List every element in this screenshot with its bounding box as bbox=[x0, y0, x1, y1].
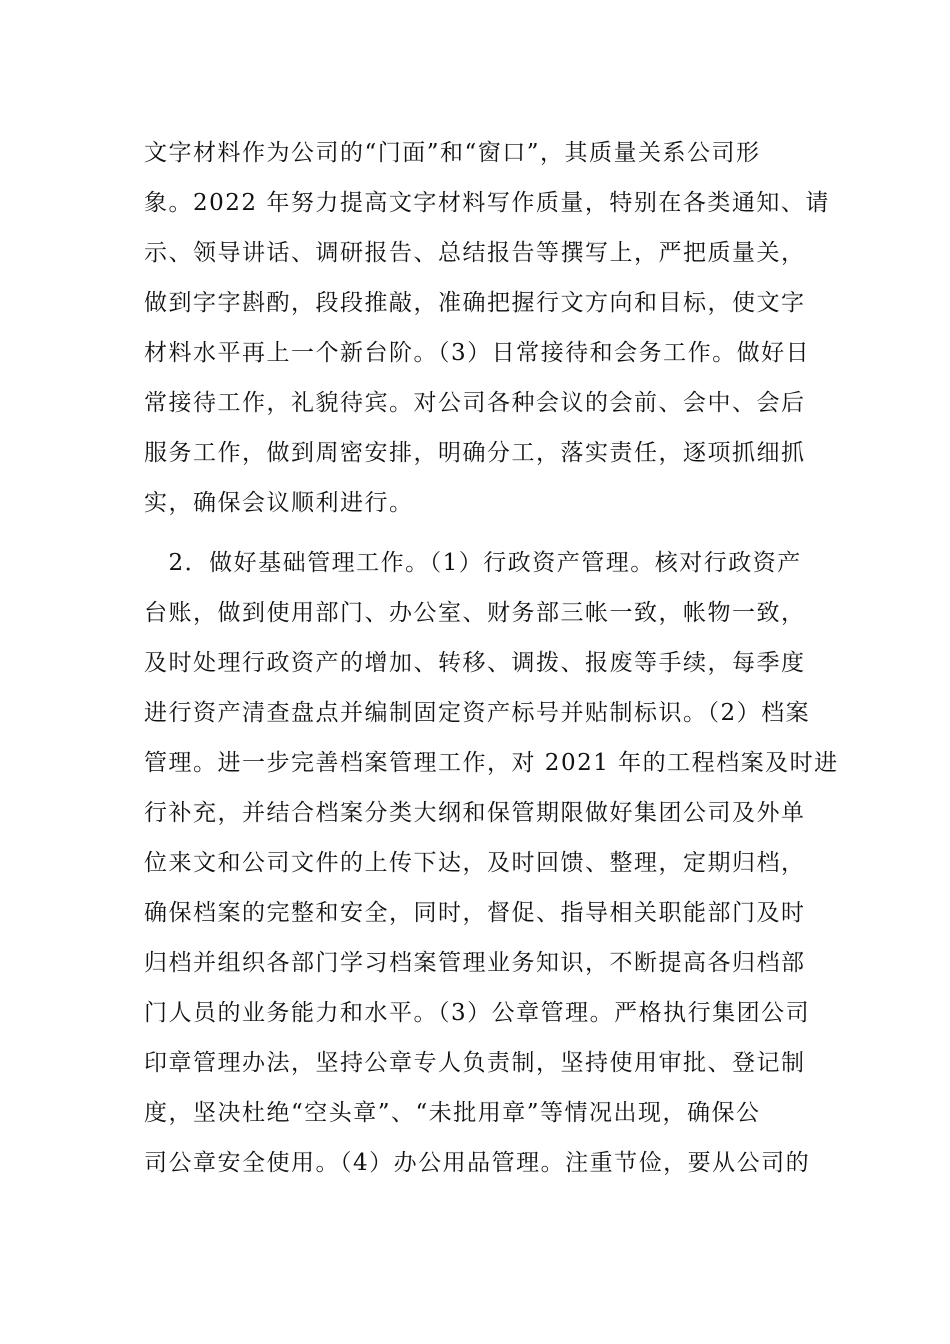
paragraph-line: 确保档案的完整和安全，同时，督促、指导相关职能部门及时 bbox=[144, 900, 806, 926]
paragraph-line: 常接待工作，礼貌待宾。对公司各种会议的会前、会中、会后 bbox=[144, 390, 806, 416]
paragraph-line: 归档并组织各部门学习档案管理业务知识，不断提高各归档部 bbox=[144, 950, 806, 976]
paragraph-line: 及时处理行政资产的增加、转移、调拨、报废等手续，每季度 bbox=[144, 650, 806, 676]
paragraph-line: 2．做好基础管理工作。（1）行政资产管理。核对行政资产 bbox=[144, 550, 802, 576]
paragraph-line: 印章管理办法，坚持公章专人负责制，坚持使用审批、登记制 bbox=[144, 1050, 806, 1076]
paragraph-line: 管理。进一步完善档案管理工作，对 2021 年的工程档案及时进 bbox=[144, 750, 839, 776]
paragraph-line: 司公章安全使用。（4）办公用品管理。注重节俭，要从公司的 bbox=[144, 1150, 811, 1176]
paragraph-line: 门人员的业务能力和水平。（3）公章管理。严格执行集团公司 bbox=[144, 1000, 811, 1026]
paragraph-line: 服务工作，做到周密安排，明确分工，落实责任，逐项抓细抓 bbox=[144, 440, 806, 466]
paragraph-line: 位来文和公司文件的上传下达，及时回馈、整理，定期归档， bbox=[144, 850, 806, 876]
paragraph-line: 材料水平再上一个新台阶。（3）日常接待和会务工作。做好日 bbox=[144, 340, 811, 366]
paragraph-line: 象。2022 年努力提高文字材料写作质量，特别在各类通知、请 bbox=[144, 190, 830, 216]
paragraph-line: 实，确保会议顺利进行。 bbox=[144, 490, 414, 516]
paragraph-line: 示、领导讲话、调研报告、总结报告等撰写上，严把质量关， bbox=[144, 240, 806, 266]
paragraph-2 bbox=[144, 538, 839, 1188]
paragraph-line: 台账，做到使用部门、办公室、财务部三帐一致，帐物一致， bbox=[144, 600, 806, 626]
paragraph-line: 做到字字斟酌，段段推敲，准确把握行文方向和目标，使文字 bbox=[144, 290, 806, 316]
paragraph-line: 进行资产清查盘点并编制固定资产标号并贴制标识。（2）档案 bbox=[144, 700, 811, 726]
paragraph-line: 行补充，并结合档案分类大纲和保管期限做好集团公司及外单 bbox=[144, 800, 806, 826]
paragraph-line: 度，坚决杜绝“空头章”、“未批用章”等情况出现，确保公 bbox=[144, 1100, 761, 1126]
paragraph-line: 文字材料作为公司的“门面”和“窗口”，其质量关系公司形 bbox=[144, 140, 761, 166]
paragraph-1 bbox=[144, 128, 830, 528]
